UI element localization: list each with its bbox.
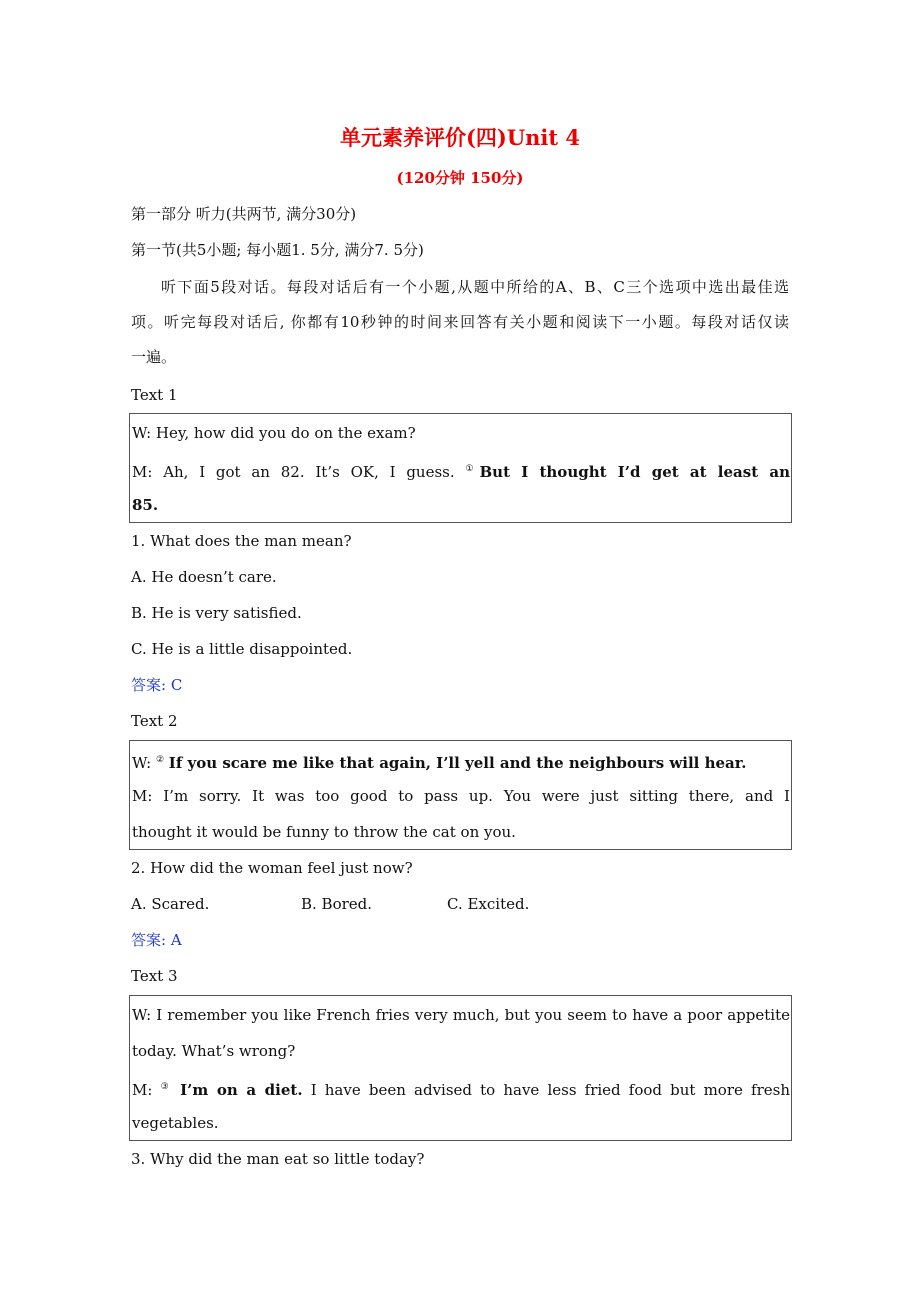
subtitle: (120分钟 150分) — [396, 169, 524, 187]
speaker-line: M: Ah, I got an 82. It’s OK, I guess. — [132, 463, 466, 481]
text-label: Text 1 — [131, 386, 178, 404]
key-sentence: But I thought I’d get at least an — [479, 463, 790, 481]
key-sentence: I’m on a diet. — [180, 1081, 303, 1099]
marker: ③ — [160, 1082, 173, 1092]
speaker: M: — [132, 1081, 161, 1099]
question: 1. What does the man mean? — [131, 532, 352, 550]
option: B. He is very satisfied. — [131, 604, 302, 622]
instructions-line: 一遍。 — [131, 348, 177, 366]
dialogue-line: W: Hey, how did you do on the exam? — [132, 424, 416, 442]
dialogue-line: W: I remember you like French fries very much, but you seem to have a poor appetite — [132, 1006, 790, 1024]
dialogue-line — [132, 1077, 790, 1100]
key-sentence: If you scare me like that again, I’ll yell and the neighbours will hear. — [168, 754, 747, 772]
marker: ② — [155, 755, 165, 765]
dialogue-box — [129, 995, 792, 1141]
section-heading: 第一节(共5小题; 每小题1. 5分, 满分7. 5分) — [131, 241, 424, 259]
option: A. Scared. — [131, 895, 210, 913]
key-sentence: 85. — [132, 496, 159, 514]
instructions-line: 听下面5段对话。每段对话后有一个小题,从题中所给的A、B、C三个选项中选出最佳选 — [161, 278, 789, 296]
question: 3. Why did the man eat so little today? — [131, 1150, 425, 1168]
dialogue-box — [129, 413, 792, 523]
question: 2. How did the woman feel just now? — [131, 859, 413, 877]
option: C. Excited. — [447, 895, 530, 913]
dialogue-line: today. What’s wrong? — [132, 1042, 296, 1060]
option: B. Bored. — [301, 895, 373, 913]
answer: 答案: C — [131, 676, 183, 694]
option: C. He is a little disappointed. — [131, 640, 353, 658]
dialogue-line — [132, 459, 790, 482]
text-label: Text 3 — [131, 967, 178, 985]
dialogue-text: I have been advised to have less fried food but more fresh — [302, 1081, 790, 1099]
option: A. He doesn’t care. — [131, 568, 277, 586]
dialogue-line: thought it would be funny to throw the cat on you. — [132, 823, 516, 841]
dialogue-line: M: I’m sorry. It was too good to pass up. You were just sitting there, and I — [132, 787, 790, 805]
text-label: Text 2 — [131, 712, 178, 730]
answer: 答案: A — [131, 931, 182, 949]
page-title: 单元素养评价(四)Unit 4 — [339, 125, 581, 150]
speaker: W: — [132, 754, 156, 772]
part-heading: 第一部分 听力(共两节, 满分30分) — [131, 205, 357, 223]
dialogue-line: vegetables. — [132, 1114, 219, 1132]
marker: ① — [465, 464, 480, 474]
dialogue-box — [129, 740, 792, 850]
dialogue-line — [132, 750, 747, 773]
instructions-line: 项。听完每段对话后, 你都有10秒钟的时间来回答有关小题和阅读下一小题。每段对话仅读 — [131, 313, 789, 331]
